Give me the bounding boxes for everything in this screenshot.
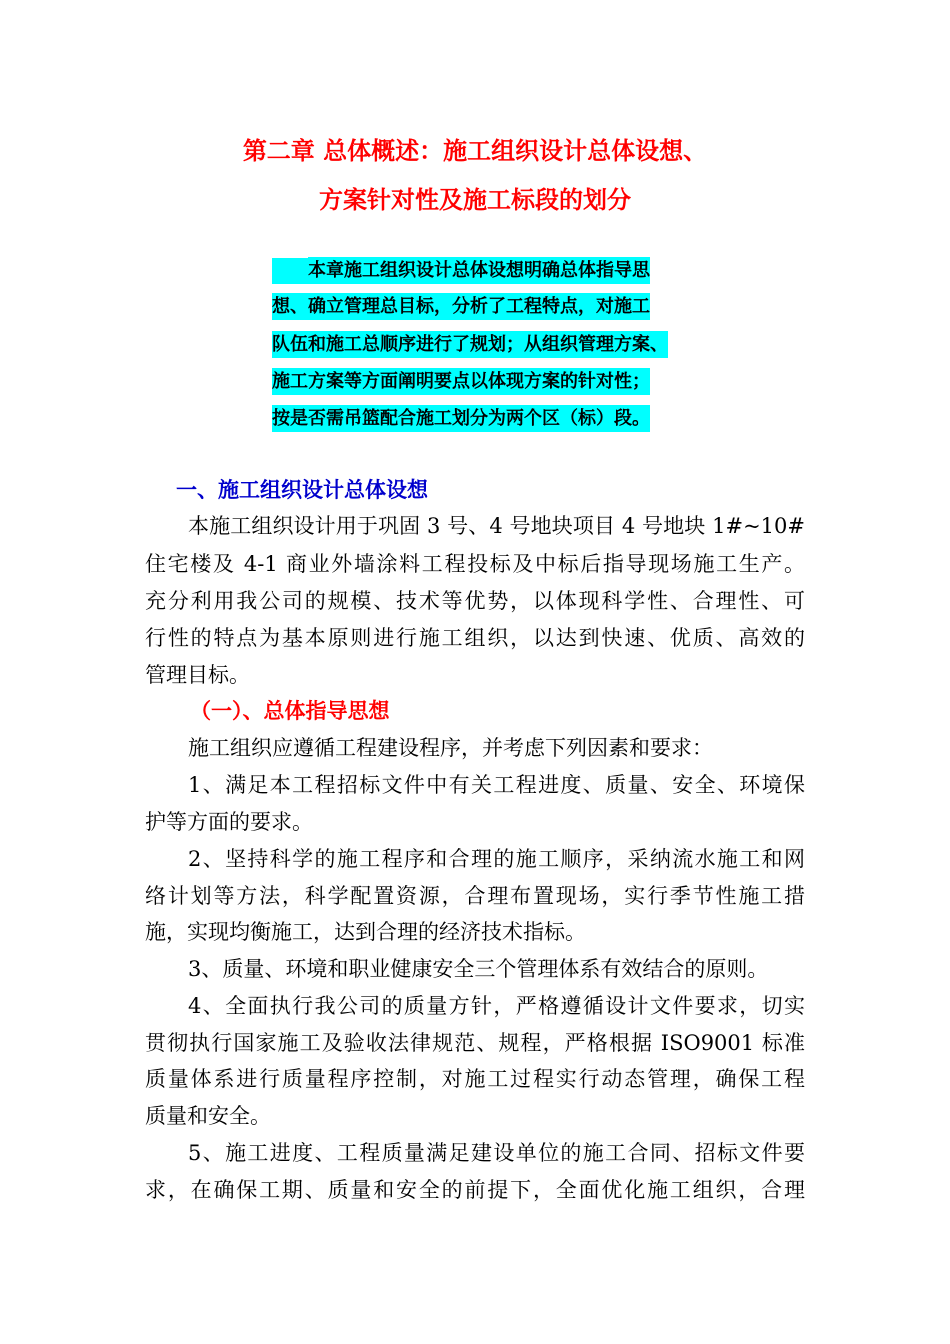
abstract-text: 施工方案等方面阐明要点以体现方案的针对性； [272,368,650,395]
body-text-line: 贯彻执行国家施工及验收法律规范、规程，严格根据 ISO9001 标准 [145,1031,805,1055]
body-text-line: 充分利用我公司的规模、技术等优势，以体现科学性、合理性、可 [145,589,805,613]
body-text-line: 质量体系进行质量程序控制，对施工过程实行动态管理，确保工程 [145,1067,805,1091]
abstract-line [272,332,668,358]
chapter-title-line-1: 第二章 总体概述：施工组织设计总体设想、 [242,136,708,165]
body-text-line: 行性的特点为基本原则进行施工组织，以达到快速、优质、高效的 [145,626,805,650]
abstract-text: 本章施工组织设计总体设想明确总体指导思 [308,257,650,284]
body-text-line: 质量和安全。 [145,1104,271,1128]
body-text-line: 施，实现均衡施工，达到合理的经济技术指标。 [145,920,586,944]
abstract-line [272,294,650,320]
body-text-line: 住宅楼及 4-1 商业外墙涂料工程投标及中标后指导现场施工生产。 [145,552,805,576]
body-text-line: 施工组织应遵循工程建设程序，并考虑下列因素和要求： [188,736,713,760]
abstract-line [272,406,650,432]
body-text-line: 护等方面的要求。 [145,810,313,834]
subsection-heading: （一）、总体指导思想 [190,698,390,723]
body-text-line: 本施工组织设计用于巩固 3 号、4 号地块项目 4 号地块 1#~10# [188,514,805,538]
body-text-line: 2、坚持科学的施工程序和合理的施工顺序，采纳流水施工和网 [188,847,805,871]
abstract-text: 想、确立管理总目标，分析了工程特点，对施工 [272,293,650,320]
body-text-line: 求，在确保工期、质量和安全的前提下，全面优化施工组织，合理 [145,1178,805,1202]
body-text-line: 4、全面执行我公司的质量方针，严格遵循设计文件要求，切实 [188,994,805,1018]
abstract-line [272,258,650,284]
abstract-indent [272,258,308,284]
abstract-line [272,369,650,395]
abstract-text: 队伍和施工总顺序进行了规划；从组织管理方案、 [272,331,668,358]
abstract-text: 按是否需吊篮配合施工划分为两个区（标）段。 [272,405,650,432]
body-text-line: 3、质量、环境和职业健康安全三个管理体系有效结合的原则。 [188,957,769,981]
body-text-line: 5、施工进度、工程质量满足建设单位的施工合同、招标文件要 [188,1141,805,1165]
body-text-line: 管理目标。 [145,663,250,687]
chapter-title-line-2: 方案针对性及施工标段的划分 [319,185,631,214]
section-heading: 一、施工组织设计总体设想 [176,477,428,502]
body-text-line: 1、满足本工程招标文件中有关工程进度、质量、安全、环境保 [188,773,805,797]
body-text-line: 络计划等方法，科学配置资源，合理布置现场，实行季节性施工措 [145,884,805,908]
